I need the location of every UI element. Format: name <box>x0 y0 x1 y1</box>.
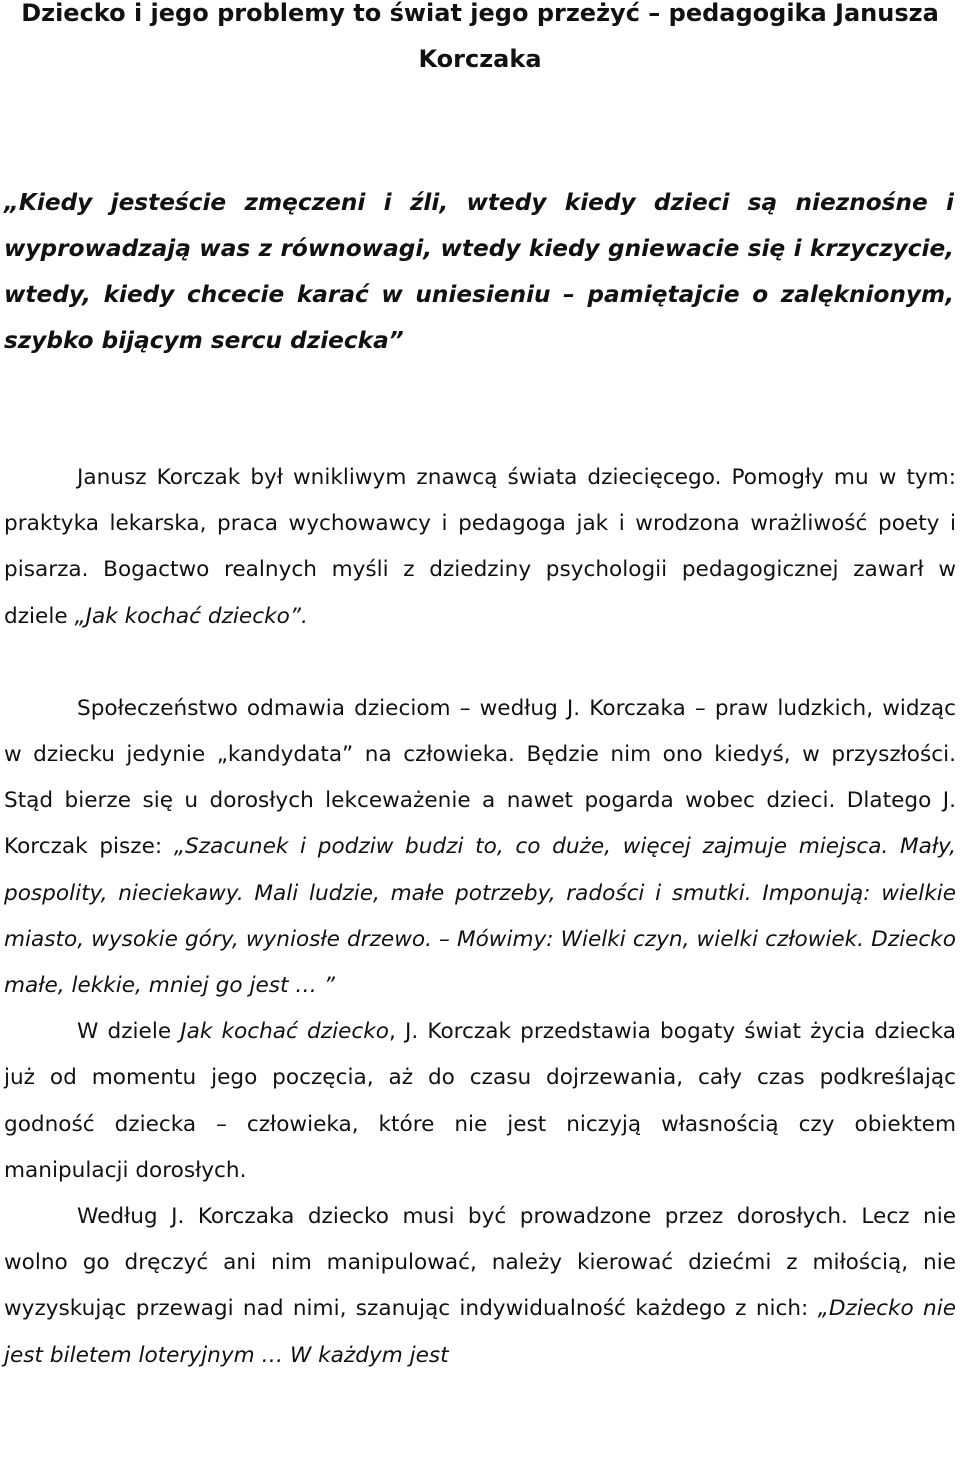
paragraph-3-book-title: Jak kochać dziecko <box>180 1019 389 1045</box>
paragraph-3-text-start: W dziele <box>77 1019 181 1045</box>
motto-quote: „Kiedy jesteście zmęczeni i źli, wtedy kiedy dzieci są nieznośne i wyprowadzają was z równowagi, wtedy kiedy gniewacie się i krzyczycie, wtedy, kiedy chcecie karać w uniesieniu – pamiętajcie o zalęknionym, szybko bijącym sercu dziecka” <box>4 189 954 354</box>
paragraph-2-text: Społeczeństwo odmawia dzieciom – według J. Korczaka – praw ludzkich, widząc w dziecku jedynie „kandydata” na człowieka. Będzie nim ono kiedyś, w przyszłości. Stąd bierze się u dorosłych lekceważenie a nawet pogarda wobec dzieci. Dlatego J. Korczak pisze: <box>4 695 956 860</box>
document-title: Dziecko i jego problemy to świat jego przeżyć – pedagogika Janusza Korczaka <box>21 0 939 73</box>
paragraph-2-quote: „Szacunek i podziw budzi to, co duże, więcej zajmuje miejsca. Mały, pospolity, nieciekawy. Mali ludzie, małe potrzeby, radości i smutki. Imponują: wielkie miasto, wysokie góry, wyniosłe drzewo. – Mówimy: Wielki czyn, wielki człowiek. Dziecko małe, lekkie, mniej go jest … ” <box>4 834 956 999</box>
paragraph-1-text: Janusz Korczak był wnikliwym znawcą świata dziecięcego. Pomogły mu w tym: praktyka lekarska, praca wychowawcy i pedagoga jak i wrodzona wrażliwość poety i pisarza. Bogactwo realnych myśli z dziedziny psychologii pedagogicznej zawarł w dziele <box>4 465 956 629</box>
paragraph-1-book-title: „Jak kochać dziecko”. <box>74 603 308 629</box>
paragraph-2 <box>4 686 956 1009</box>
document-body <box>4 455 956 1379</box>
paragraph-4 <box>4 1194 956 1379</box>
paragraph-3-text-end: , J. Korczak przedstawia bogaty świat życia dziecka już od momentu jego poczęcia, aż do czasu dojrzewania, cały czas podkreślając godność dziecka – człowieka, które nie jest niczyją własnością czy obiektem manipulacji dorosłych. <box>4 1019 956 1183</box>
paragraph-4-text: Według J. Korczaka dziecko musi być prowadzone przez dorosłych. Lecz nie wolno go dręczyć ani nim manipulować, należy kierować dziećmi z miłością, nie wyzyskując przewagi nad nimi, szanując indywidualność każdego z nich: <box>4 1204 956 1322</box>
paragraph-4-quote: „Dziecko nie jest biletem loteryjnym … W każdym jest <box>4 1296 956 1368</box>
paragraph-3 <box>4 1009 956 1194</box>
paragraph-1 <box>4 455 956 640</box>
